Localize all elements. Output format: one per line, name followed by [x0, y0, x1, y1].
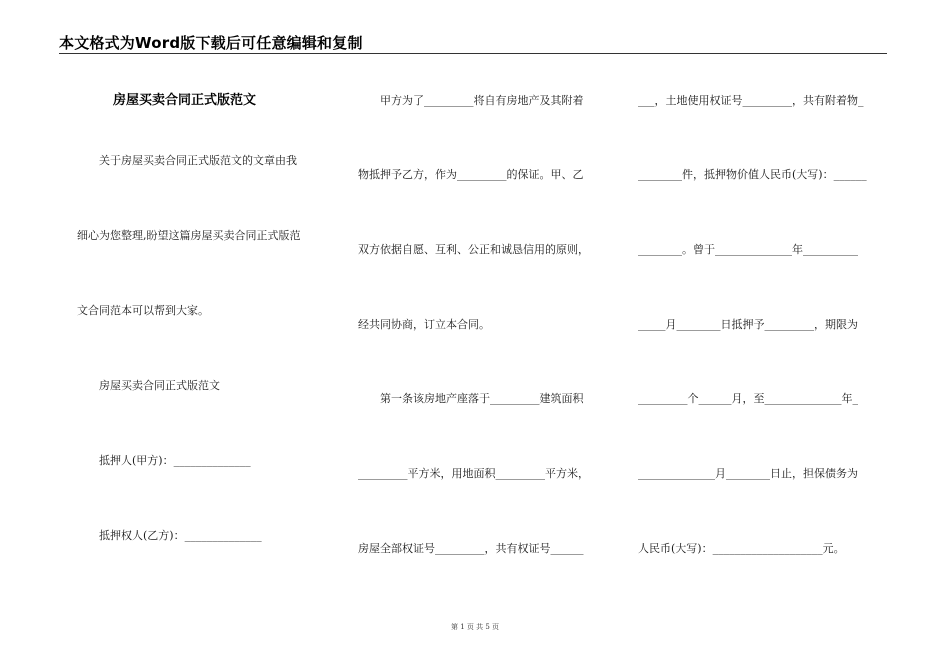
paragraph-line: ___，土地使用权证号_________，共有附着物_ [638, 94, 864, 107]
paragraph-line: ________件，抵押物价值人民币(大写)：______ [638, 168, 867, 181]
paragraph-line: ________。曾于______________年__________ [638, 243, 858, 256]
paragraph-line: _____月________日抵押予_________，期限为 [638, 318, 858, 331]
paragraph-line: 双方依据自愿、互利、公正和诚恳信用的原则， [358, 243, 589, 256]
mortgagor-field: 抵押人(甲方)：______________ [99, 454, 251, 467]
paragraph-line: 关于房屋买卖合同正式版范文的文章由我 [99, 154, 297, 167]
paragraph-line: 房屋全部权证号_________，共有权证号______ [358, 542, 584, 555]
paragraph-line: 细心为您整理,盼望这篇房屋买卖合同正式版范 [77, 229, 301, 242]
paragraph-line: 经共同协商，订立本合同。 [358, 318, 490, 331]
document-title: 房屋买卖合同正式版范文 [113, 93, 257, 108]
page-footer: 第 1 页 共 5 页 [450, 623, 500, 631]
paragraph-line: 甲方为了_________将自有房地产及其附着 [380, 94, 584, 107]
paragraph-line: _________平方米，用地面积_________平方米， [358, 467, 589, 480]
paragraph-line: ______________月________日止，担保债务为 [638, 467, 858, 480]
paragraph-line: 物抵押予乙方，作为_________的保证。甲、乙 [358, 168, 584, 181]
document-header: 本文格式为Word版下载后可任意编辑和复制 [59, 34, 363, 52]
paragraph-line: _________个______月，至______________年_ [638, 392, 858, 405]
header-divider [59, 53, 887, 54]
section-heading: 房屋买卖合同正式版范文 [99, 379, 220, 392]
paragraph-line: 文合同范本可以帮到大家。 [77, 304, 209, 317]
paragraph-line: 人民币(大写)：____________________元。 [638, 542, 845, 555]
clause-one-line: 第一条该房地产座落于_________建筑面积 [380, 392, 584, 405]
mortgagee-field: 抵押权人(乙方)：______________ [99, 529, 262, 542]
